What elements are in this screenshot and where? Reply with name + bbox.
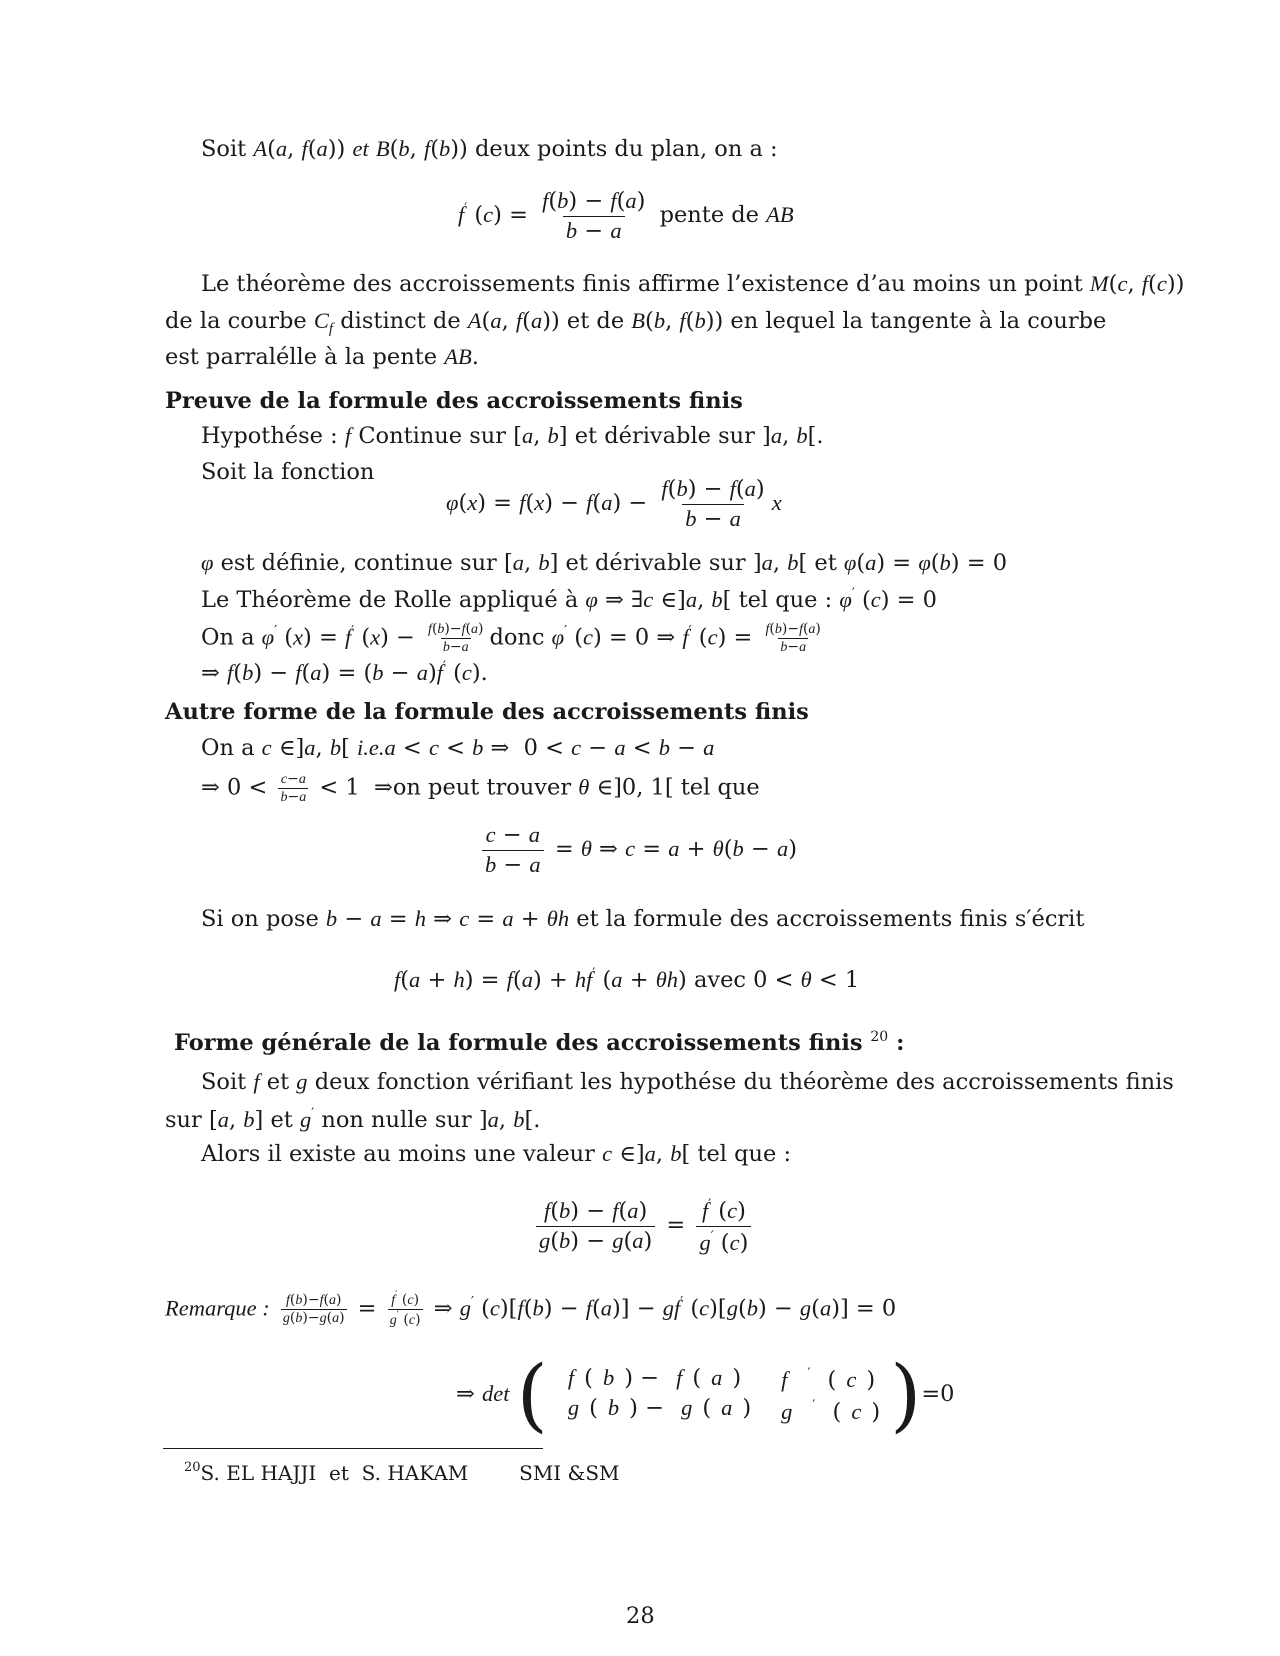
text-tel-que-3: tel que :: [697, 1141, 792, 1167]
text-on-a: On a: [201, 624, 255, 651]
text-pose: Si on pose: [201, 906, 319, 932]
text-est-definie: est définie, continue sur: [220, 550, 497, 576]
text-avec: avec: [693, 967, 747, 993]
page-number: 28: [626, 1603, 655, 1629]
text-de-la-courbe: de la courbe: [165, 308, 307, 334]
text-derivable: et dérivable sur: [574, 423, 755, 449]
footnote-number: 20: [184, 1460, 201, 1475]
text-rolle-applique: Le Théorème de Rolle appliqué à: [201, 587, 579, 613]
text-on-a-2: On a: [201, 735, 255, 761]
heading-general-text: Forme générale de la formule des accroissements finis: [174, 1030, 863, 1056]
text-et-de: et de: [566, 308, 625, 334]
text-on-peut-trouver: on peut trouver: [392, 774, 572, 801]
text-donc: donc: [489, 624, 545, 651]
text-det: det: [482, 1381, 510, 1406]
text-deux-fonctions: deux fonction vérifiant les hypothése du théorème des accroissements finis: [314, 1069, 1174, 1095]
footnote-ref: 20: [870, 1029, 889, 1045]
equation-slope: f′ (c) = $\frac{f(b) - f(a)}{b - a}$ pente de AB: [458, 188, 794, 244]
equation-taylor-form: f(a + h) = f(a) + hf′ (a + θh) avec 0 < θ < 1: [394, 966, 860, 993]
text-et-3: et: [270, 1107, 293, 1133]
text-theorem-line2: de la courbe $C_f$ distinct de A(a, f(a)) et de B(b, f(b)) en lequel la tangente à la courbe: [165, 308, 1107, 337]
equation-conclusion: ⇒ f(b) − f(a) = (b − a)f′ (c).: [201, 659, 488, 686]
footnote: [184, 1461, 620, 1483]
text-sur: sur: [165, 1107, 202, 1133]
section-heading-other-form: Autre forme de la formule des accroissements finis: [165, 699, 809, 725]
text-hypothesis: Hypothése : f Continue sur [a, b] et dérivable sur ]a, b[.: [201, 423, 824, 449]
section-heading-general-form: [174, 1030, 904, 1055]
text-theorem-line1: Le théorème des accroissements finis affirme l’existence d’au moins un point M(c, f(c)): [201, 271, 1185, 297]
text-line-points: Soit A(a, f(a)) et B(b, f(b)) deux points du plan, on a :: [201, 136, 778, 162]
section-heading-proof: Preuve de la formule des accroissements finis: [165, 388, 743, 414]
equation-theta: $\frac{c - a}{b - a}$ = θ ⇒ c = a + θ(b − a): [478, 824, 797, 876]
heading-colon: :: [896, 1030, 905, 1056]
footnote-text: S. EL HAJJI et S. HAKAM SMI &SM: [200, 1461, 620, 1485]
text-remarque-label: Remarque :: [165, 1295, 270, 1321]
equation-cauchy: $\frac{f(b) - f(a)}{g(b) - g(a)}$ = $\frac{f' (c)}{g' (c)}$: [532, 1198, 755, 1254]
text-other-form-line1: On a c ∈]a, b[ i.e.a < c < b ⇒ 0 < c − a < b − a: [201, 735, 715, 761]
text-general-line1: Soit f et g deux fonction vérifiant les hypothése du théorème des accroissements finis: [201, 1069, 1174, 1095]
text-parallele: est parralélle à la pente: [165, 344, 438, 370]
equation-determinant: ⇒ det ( f ( b ) − f ( a ) g ( b ) − g ( a ) f ′ ( c ) g ′ ( c ) )=0: [456, 1348, 955, 1441]
text-et: et: [814, 550, 837, 576]
text-deux-points: deux points du plan, on a :: [474, 136, 778, 162]
text-tel-que-2: tel que: [680, 774, 760, 801]
text-soit-2: Soit: [201, 1069, 247, 1095]
text-rolle: Le Théorème de Rolle appliqué à φ ⇒ ∃c ∈]a, b[ tel que : φ′ (c) = 0: [201, 586, 937, 613]
text-general-line2: sur [a, b] et g′ non nulle sur ]a, b[.: [165, 1106, 541, 1133]
text-hypothese: Hypothése :: [201, 423, 338, 449]
text-det-equals: =0: [921, 1381, 955, 1407]
text-non-nulle: non nulle sur: [321, 1107, 472, 1133]
text-on-a-derivative: On a φ′ (x) = f′ (x) − $\frac{f(b)-f(a)}{b-a}$ donc φ′ (c) = 0 ⇒ f′ (c) = $\frac{f(b)-f(a)}{b-a}$: [201, 621, 821, 655]
text-theorem-intro: Le théorème des accroissements finis affirme l’existence d’au moins un point: [201, 271, 1083, 297]
text-si-on-pose: Si on pose b − a = h ⇒ c = a + θh et la formule des accroissements finis s′écrit: [201, 906, 1085, 932]
text-et-2: et: [266, 1069, 290, 1095]
text-et-derivable: et dérivable sur: [565, 550, 746, 576]
text-phi-defined: φ est définie, continue sur [a, b] et dérivable sur ]a, b[ et φ(a) = φ(b) = 0: [201, 550, 1008, 576]
text-formule-ecrit: et la formule des accroissements finis s′écrit: [576, 906, 1085, 932]
text-other-form-line2: ⇒ 0 < $\frac{c-a}{b-a}$ < 1 ⇒on peut trouver θ ∈]0, 1[ tel que: [201, 771, 760, 805]
text-soit: Soit: [201, 136, 247, 162]
text-remarque: Remarque : $\frac{f(b)-f(a)}{g(b)-g(a)}$ = $\frac{f' (c)}{g' (c)}$ ⇒ g′ (c)[f(b) − f(a)] − gf′ (c)[g(b) − g(a)] = 0: [165, 1290, 897, 1328]
equation-phi: φ(x) = f(x) − f(a) − $\frac{f(b) - f(a)}{b - a}$ x: [446, 476, 782, 532]
text-distinct: distinct de: [340, 308, 461, 334]
text-ie: i.e.: [357, 735, 385, 760]
text-theorem-line3: est parralélle à la pente AB.: [165, 344, 479, 370]
text-pente: pente de: [659, 202, 759, 228]
text-continue: Continue sur: [358, 423, 507, 449]
text-tel-que: tel que :: [738, 587, 833, 613]
footnote-rule: [163, 1448, 543, 1449]
text-general-line3: Alors il existe au moins une valeur c ∈]a, b[ tel que :: [201, 1141, 792, 1167]
text-soit-la-fonction: Soit la fonction: [201, 459, 375, 485]
text-tangente: en lequel la tangente à la courbe: [730, 308, 1107, 334]
text-alors-il-existe: Alors il existe au moins une valeur: [201, 1141, 595, 1167]
